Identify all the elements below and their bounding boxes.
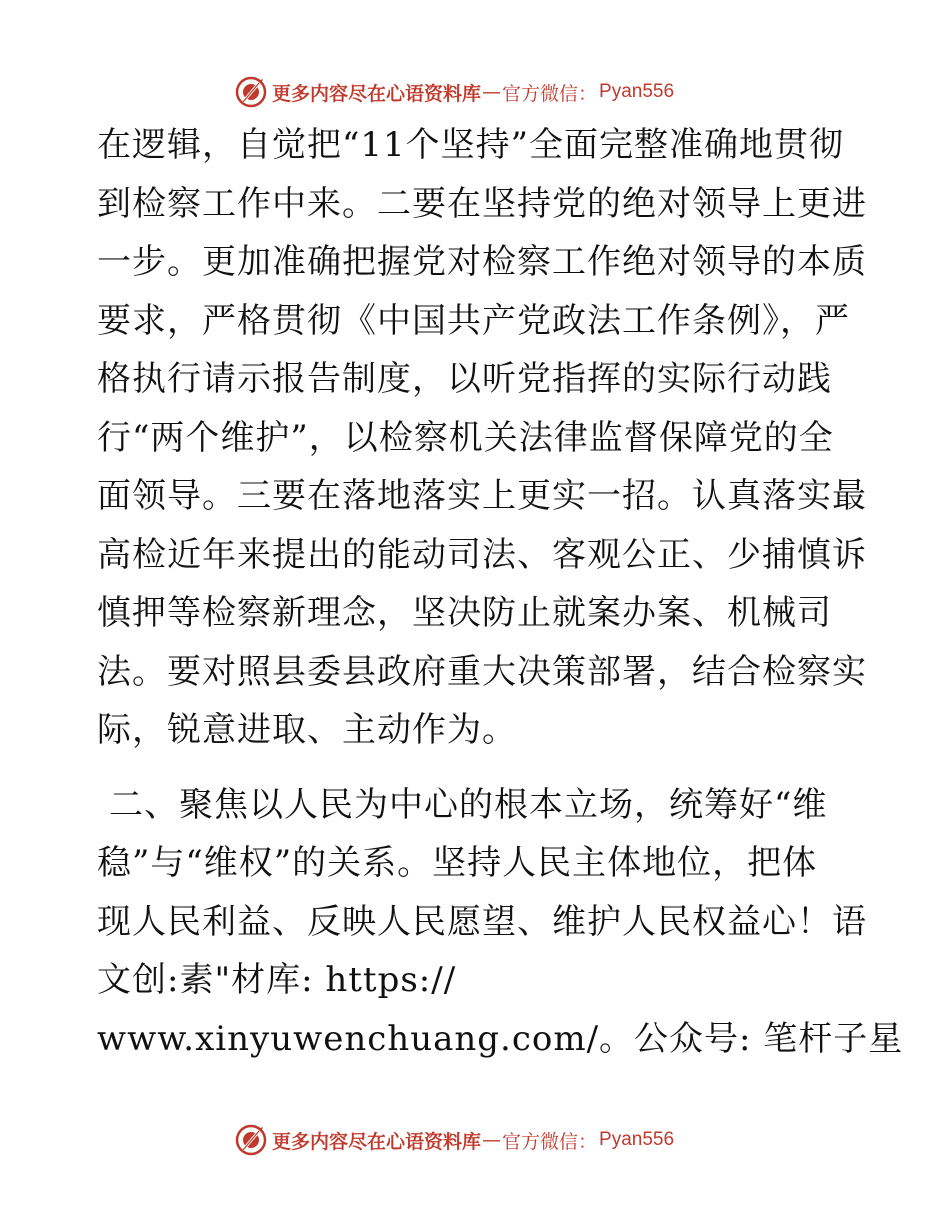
text-line: 稳”与“维权”的关系。坚持人民主体地位，把体 <box>97 843 818 883</box>
text-line: 现人民利益、反映人民愿望、维护人民权益心！语 <box>97 901 867 942</box>
banner-wechat-label: 官方微信： <box>502 82 598 105</box>
text-line: 际，锐意进取、主动作为。 <box>97 710 517 750</box>
footer-banner <box>234 1120 674 1160</box>
banner-wechat-label: 官方微信： <box>502 1130 598 1153</box>
logo-icon <box>234 75 268 109</box>
banner-separator: — <box>482 1129 502 1151</box>
banner-separator: — <box>482 81 502 103</box>
text-line: 要求，严格贯彻《中国共产党政法工作条例》，严 <box>97 300 850 341</box>
text-line: 法。要对照县委县政府重大决策部署，结合检察实 <box>97 651 867 692</box>
text-line: 格执行请示报告制度，以听党指挥的实际行动践 <box>97 359 832 399</box>
text-line: 一步。更加准确把握党对检察工作绝对领导的本质 <box>97 242 867 282</box>
text-line: 慎押等检察新理念，坚决防止就案办案、机械司 <box>97 593 832 633</box>
text-line: 行“两个维护”，以检察机关法律监督保障党的全 <box>97 417 834 458</box>
text-line: 在逻辑，自觉把“11个坚持”全面完整准确地贯彻 <box>97 125 845 165</box>
url-line: www.xinyuwenchuang.com/。公众号: 笔杆子星 <box>97 1018 904 1059</box>
paragraph-spacer <box>97 760 857 776</box>
banner-text: 更多内容尽在心语资料库 <box>272 1130 482 1153</box>
logo-icon <box>234 1123 268 1157</box>
text-line: 到检察工作中来。二要在坚持党的绝对领导上更进 <box>97 183 867 224</box>
text-line: 高检近年来提出的能动司法、客观公正、少捕慎诉 <box>97 534 867 575</box>
paragraph-1 <box>97 116 867 760</box>
section-heading-line: 二、聚焦以人民为中心的根本立场，统筹好“维 <box>109 784 828 825</box>
document-body <box>97 116 904 1068</box>
text-line: 面领导。三要在落地落实上更实一招。认真落实最 <box>97 476 867 516</box>
text-line: 文创:素"材库: https:// <box>97 960 457 1000</box>
banner-wechat-id: Pyan556 <box>599 81 675 102</box>
banner-text: 更多内容尽在心语资料库 <box>272 82 482 105</box>
banner-wechat-id: Pyan556 <box>599 1129 675 1150</box>
paragraph-2 <box>97 776 904 1069</box>
header-banner <box>234 72 674 112</box>
